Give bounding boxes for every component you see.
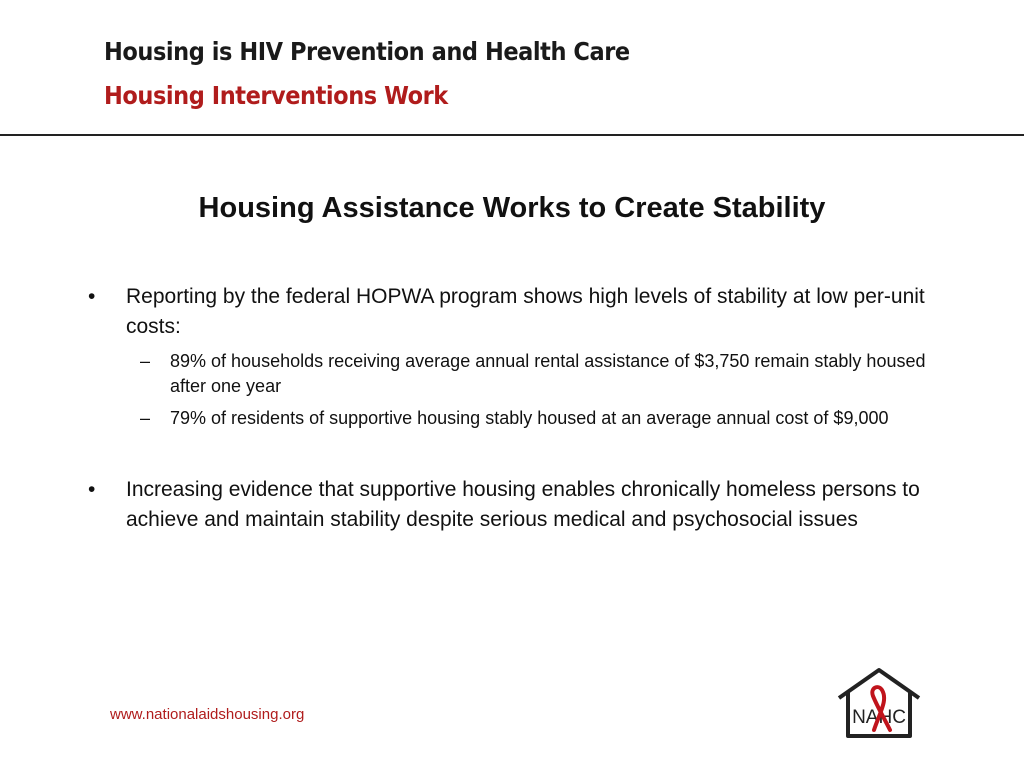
slide-header (104, 36, 688, 112)
sub-bullet-dash: – (140, 408, 151, 428)
sub-bullet-text: 89% of households receiving average annual rental assistance of $3,750 remain stably housed after one year (170, 351, 926, 396)
header-divider (0, 134, 1024, 136)
bullet-item (88, 282, 948, 342)
nahc-logo-icon (836, 666, 922, 740)
header-title: Housing is HIV Prevention and Health Care (104, 37, 630, 66)
bullet-item (88, 475, 948, 535)
bullet-dot: • (88, 478, 96, 501)
bullet-list (88, 282, 948, 535)
logo-text: NAHC (852, 707, 906, 728)
bullet-text: Increasing evidence that supportive housing enables chronically homeless persons to achieve and maintain stability despite serious medical and psychosocial issues (126, 478, 920, 531)
sub-bullet-text: 79% of residents of supportive housing stably housed at an average annual cost of $9,000 (170, 408, 889, 428)
sub-bullet-dash: – (140, 351, 151, 371)
bullet-text: Reporting by the federal HOPWA program shows high levels of stability at low per-unit costs: (126, 285, 925, 338)
sub-bullet-item (88, 349, 948, 399)
sub-bullet-item (88, 406, 948, 431)
slide-title: Housing Assistance Works to Create Stability (198, 192, 826, 224)
footer-website-link[interactable]: www.nationalaidshousing.org (110, 706, 305, 723)
header-subtitle: Housing Interventions Work (104, 81, 448, 110)
bullet-dot: • (88, 285, 96, 308)
